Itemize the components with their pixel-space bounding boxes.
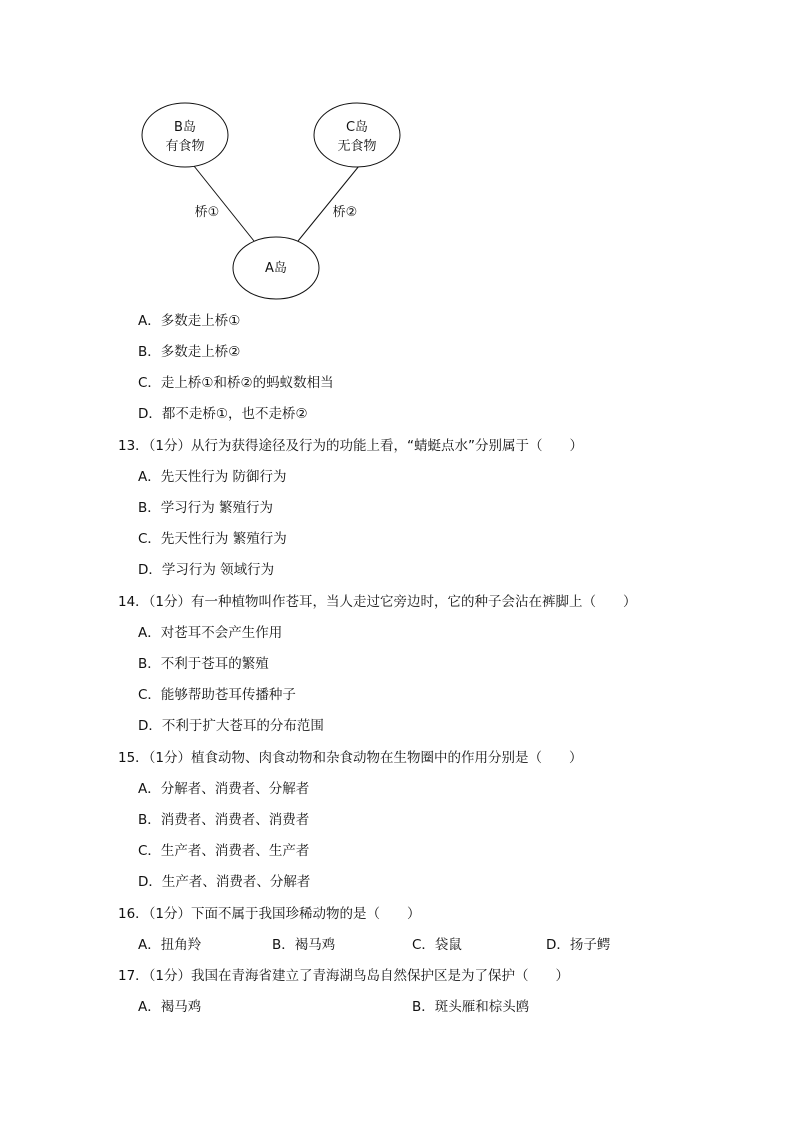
bridge-1-line xyxy=(194,166,254,241)
q13-option-d: D．学习行为 领域行为 xyxy=(138,562,275,578)
q14-stem: 14．（1分）有一种植物叫作苍耳，当人走过它旁边时，它的种子会沾在裤脚上（ ） xyxy=(118,594,637,610)
q17-stem: 17．（1分）我国在青海省建立了青海湖鸟岛自然保护区是为了保护（ ） xyxy=(118,968,570,984)
q14-option-a: A．对苍耳不会产生作用 xyxy=(138,625,283,641)
bridge-2-line xyxy=(298,166,359,241)
q15-option-d: D．生产者、消费者、分解者 xyxy=(138,874,311,890)
q16-option-a: A．扭角羚 xyxy=(138,937,202,953)
island-b-food: 有食物 xyxy=(165,139,205,154)
island-b-ellipse xyxy=(142,103,228,167)
island-c-label: C岛 xyxy=(345,120,369,135)
island-a-label: A岛 xyxy=(265,261,287,276)
island-c-ellipse xyxy=(314,103,400,167)
bridge-2-label: 桥② xyxy=(332,205,358,220)
q15-option-a: A．分解者、消费者、分解者 xyxy=(138,781,310,797)
q13-option-b: B．学习行为 繁殖行为 xyxy=(138,500,274,516)
q12-option-a: A．多数走上桥① xyxy=(138,313,241,329)
q17-option-a: A．褐马鸡 xyxy=(138,999,202,1015)
q16-option-d: D．扬子鳄 xyxy=(546,937,611,953)
q15-option-c: C．生产者、消费者、生产者 xyxy=(138,843,310,859)
bridge-1-label: 桥① xyxy=(194,205,220,220)
q17-option-b: B．斑头雁和棕头鸥 xyxy=(412,999,530,1015)
q13-option-c: C．先天性行为 繁殖行为 xyxy=(138,531,287,547)
q15-option-b: B．消费者、消费者、消费者 xyxy=(138,812,310,828)
q14-option-c: C．能够帮助苍耳传播种子 xyxy=(138,687,296,703)
q16-option-b: B．褐马鸡 xyxy=(272,937,336,953)
q15-stem: 15．（1分）植食动物、肉食动物和杂食动物在生物圈中的作用分别是（ ） xyxy=(118,750,583,766)
q12-option-b: B．多数走上桥② xyxy=(138,344,241,360)
q13-option-a: A．先天性行为 防御行为 xyxy=(138,469,287,485)
q14-option-b: B．不利于苍耳的繁殖 xyxy=(138,656,269,672)
q16-stem: 16．（1分）下面不属于我国珍稀动物的是（ ） xyxy=(118,906,421,922)
q13-stem: 13．（1分）从行为获得途径及行为的功能上看，“蜻蜓点水”分别属于（ ） xyxy=(118,438,584,454)
q12-option-c: C．走上桥①和桥②的蚂蚁数相当 xyxy=(138,375,334,391)
island-bridge-diagram xyxy=(0,0,794,310)
island-b-label: B岛 xyxy=(174,120,196,135)
q12-option-d: D．都不走桥①，也不走桥② xyxy=(138,406,308,422)
island-c-food: 无食物 xyxy=(337,139,377,154)
q16-option-c: C．袋鼠 xyxy=(412,937,462,953)
q14-option-d: D．不利于扩大苍耳的分布范围 xyxy=(138,718,324,734)
